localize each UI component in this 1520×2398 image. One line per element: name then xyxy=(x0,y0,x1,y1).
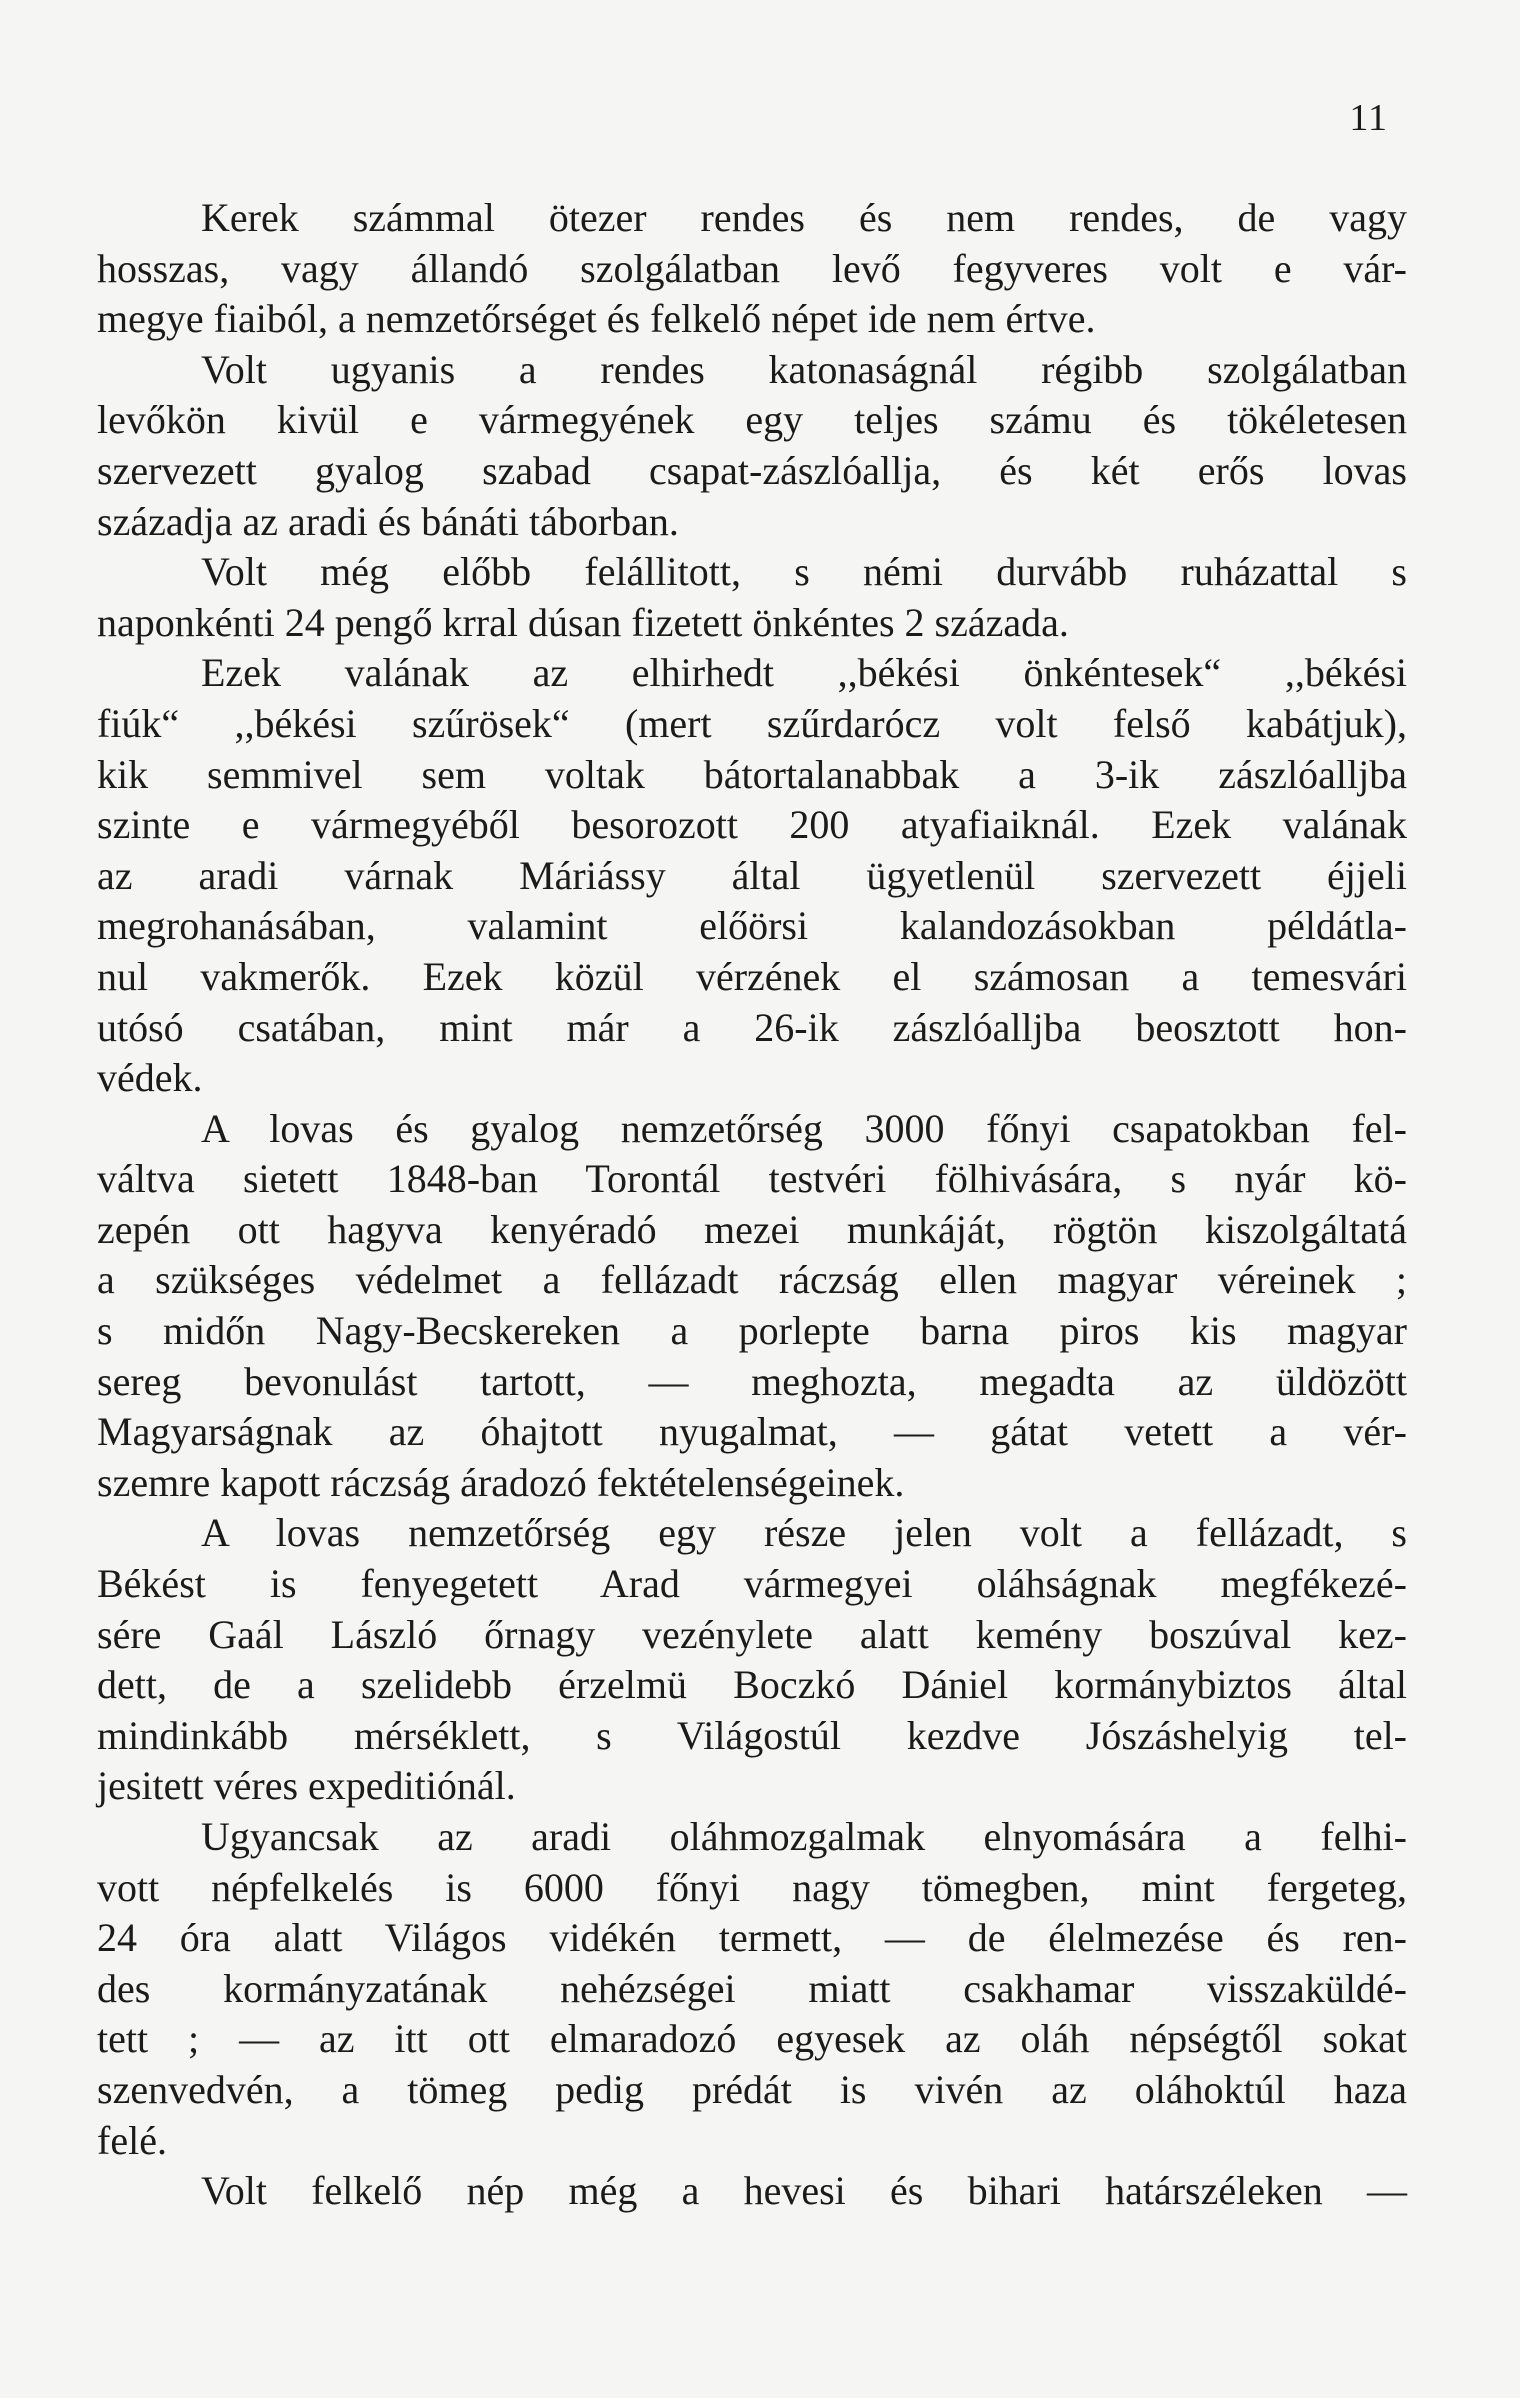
text-line: 24 óra alatt Világos vidékén termett, — de élelmezése és ren- xyxy=(97,1915,1407,1961)
text-line: megye fiaiból, a nemzetőrséget és felkelő népet ide nem értve. xyxy=(97,296,1096,342)
text-line: kik semmivel sem voltak bátortalanabbak a 3-ik zászlóalljba xyxy=(97,751,1407,797)
text-line: szenvedvén, a tömeg pedig prédát is vivén az oláhoktúl haza xyxy=(97,2066,1407,2112)
text-line: dett, de a szelidebb érzelmü Boczkó Dániel kormánybiztos által xyxy=(97,1662,1407,1708)
text-line: szinte e vármegyéből besorozott 200 atyafiaiknál. Ezek valának xyxy=(97,802,1407,848)
text-line: szervezett gyalog szabad csapat-zászlóallja, és két erős lovas xyxy=(97,447,1407,493)
text-line: A lovas és gyalog nemzetőrség 3000 főnyi csapatokban fel- xyxy=(201,1105,1407,1151)
text-line: fiúk“ ,,békési szűrösek“ (mert szűrdarócz volt felső kabátjuk), xyxy=(97,700,1407,746)
page-number: 11 xyxy=(1349,97,1388,139)
text-line: sére Gaál László őrnagy vezénylete alatt kemény boszúval kez- xyxy=(97,1611,1407,1657)
text-line: sereg bevonulást tartott, — meghozta, megadta az üldözött xyxy=(97,1358,1407,1404)
text-line: naponkénti 24 pengő krral dúsan fizetett önkéntes 2 százada. xyxy=(97,599,1069,645)
text-line: jesitett véres expeditiónál. xyxy=(97,1763,516,1809)
text-line: vott népfelkelés is 6000 főnyi nagy tömegben, mint fergeteg, xyxy=(97,1864,1407,1910)
text-line: védek. xyxy=(97,1055,203,1101)
text-line: zepén ott hagyva kenyéradó mezei munkáját, rögtön kiszolgáltatá xyxy=(97,1206,1407,1252)
text-line: szemre kapott ráczság áradozó fektételenségeinek. xyxy=(97,1459,905,1505)
text-line: Ugyancsak az aradi oláhmozgalmak elnyomására a felhi- xyxy=(201,1814,1407,1859)
text-line: felé. xyxy=(97,2117,167,2163)
text-line: Volt még előbb felállitott, s némi durvább ruházattal s xyxy=(201,549,1407,595)
text-line: a szükséges védelmet a fellázadt ráczság ellen magyar véreinek ; xyxy=(97,1257,1407,1303)
text-line: utósó csatában, mint már a 26-ik zászlóalljba beosztott hon- xyxy=(97,1004,1407,1050)
text-line: mindinkább mérséklett, s Világostúl kezdve Jószáshelyig tel- xyxy=(97,1712,1407,1758)
text-line: Volt felkelő nép még a hevesi és bihari határszéleken — xyxy=(201,2168,1407,2214)
text-line: des kormányzatának nehézségei miatt csakhamar visszaküldé- xyxy=(97,1965,1407,2011)
text-line: váltva sietett 1848-ban Torontál testvéri fölhivására, s nyár kö- xyxy=(97,1156,1407,1202)
text-line: Magyarságnak az óhajtott nyugalmat, — gátat vetett a vér- xyxy=(97,1409,1407,1455)
text-line: megrohanásában, valamint előörsi kalandozásokban példátla- xyxy=(97,903,1407,949)
text-line: az aradi várnak Máriássy által ügyetlenül szervezett éjjeli xyxy=(97,852,1407,898)
text-line: A lovas nemzetőrség egy része jelen volt a fellázadt, s xyxy=(201,1510,1407,1556)
text-line: Békést is fenyegetett Arad vármegyei oláhságnak megfékezé- xyxy=(97,1561,1407,1607)
text-line: tett ; — az itt ott elmaradozó egyesek az oláh népségtől sokat xyxy=(97,2016,1407,2062)
body-text xyxy=(97,193,1407,2217)
text-line: Volt ugyanis a rendes katonaságnál régibb szolgálatban xyxy=(201,346,1407,392)
text-line: Kerek számmal ötezer rendes és nem rendes, de vagy xyxy=(201,195,1407,240)
text-line: levőkön kivül e vármegyének egy teljes számu és tökéletesen xyxy=(97,397,1407,443)
text-line: századja az aradi és bánáti táborban. xyxy=(97,498,679,544)
text-line: s midőn Nagy-Becskereken a porlepte barna piros kis magyar xyxy=(97,1308,1407,1354)
text-line: nul vakmerők. Ezek közül vérzének el számosan a temesvári xyxy=(97,953,1407,999)
text-line: hosszas, vagy állandó szolgálatban levő fegyveres volt e vár- xyxy=(97,245,1407,291)
text-line: Ezek valának az elhirhedt ,,békési önkéntesek“ ,,békési xyxy=(201,650,1407,696)
